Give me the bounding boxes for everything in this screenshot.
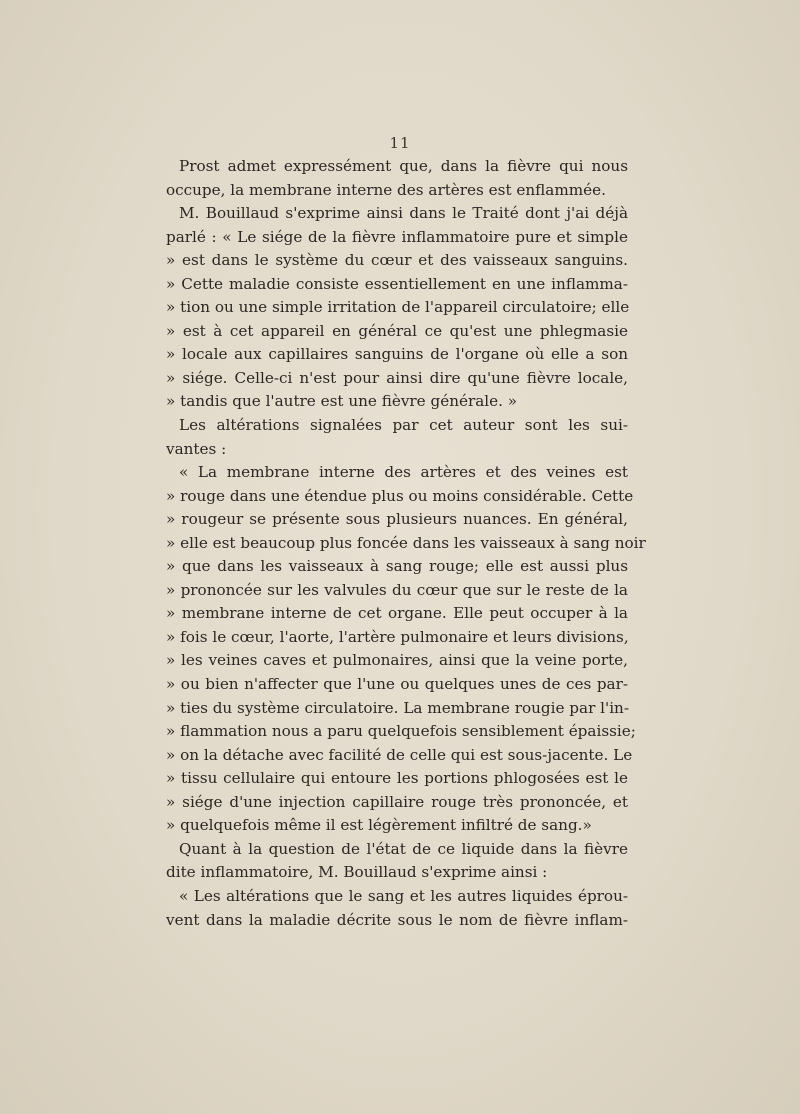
text-line: occupe, la membrane interne des artères est enflammée. xyxy=(166,180,606,199)
text-line: » que dans les vaisseaux à sang rouge; elle est aussi plus xyxy=(166,557,628,576)
text-line: vantes : xyxy=(166,439,227,458)
text-line: » ties du système circulatoire. La membrane rougie par l'in- xyxy=(166,698,629,717)
text-line: » est à cet appareil en général ce qu'est une phlegmasie xyxy=(166,321,628,340)
text-line: » est dans le système du cœur et des vaisseaux sanguins. xyxy=(166,251,628,270)
text-line: parlé : « Le siége de la fièvre inflammatoire pure et simple xyxy=(166,227,628,246)
text-line: « La membrane interne des artères et des veines est xyxy=(179,463,628,482)
text-line: » Cette maladie consiste essentiellement en une inflamma- xyxy=(166,274,628,293)
text-line: » siége. Celle-ci n'est pour ainsi dire qu'une fièvre locale, xyxy=(166,368,628,387)
text-line: » flammation nous a paru quelquefois sensiblement épaissie; xyxy=(166,722,636,741)
text-line: Les altérations signalées par cet auteur sont les sui- xyxy=(179,416,628,435)
text-line: » tissu cellulaire qui entoure les portions phlogosées est le xyxy=(166,769,628,788)
text-line: » rouge dans une étendue plus ou moins considérable. Cette xyxy=(166,486,634,505)
text-line: » on la détache avec facilité de celle qui est sous-jacente. Le xyxy=(166,745,633,764)
text-line: dite inflammatoire, M. Bouillaud s'exprime ainsi : xyxy=(166,863,548,882)
text-line: Prost admet expressément que, dans la fièvre qui nous xyxy=(179,157,628,175)
text-line: « Les altérations que le sang et les autres liquides éprou- xyxy=(179,886,628,905)
text-line: M. Bouillaud s'exprime ainsi dans le Traité dont j'ai déjà xyxy=(179,204,628,223)
text-line: » membrane interne de cet organe. Elle peut occuper à la xyxy=(166,604,628,623)
text-line: » ou bien n'affecter que l'une ou quelques unes de ces par- xyxy=(166,675,628,694)
text-line: » elle est beaucoup plus foncée dans les vaisseaux à sang noir xyxy=(166,533,646,552)
text-line: » tion ou une simple irritation de l'appareil circulatoire; elle xyxy=(166,298,630,317)
body-text xyxy=(166,155,646,932)
text-line: » prononcée sur les valvules du cœur que sur le reste de la xyxy=(166,580,628,599)
text-line: » siége d'une injection capillaire rouge très prononcée, et xyxy=(166,792,628,811)
text-line: » locale aux capillaires sanguins de l'organe où elle a son xyxy=(166,345,628,364)
text-line: » tandis que l'autre est une fièvre générale. » xyxy=(166,392,518,411)
text-line: » rougeur se présente sous plusieurs nuances. En général, xyxy=(166,510,628,529)
text-line: » fois le cœur, l'aorte, l'artère pulmonaire et leurs divisions, xyxy=(166,627,629,646)
text-line: » quelquefois même il est légèrement infiltré de sang.» xyxy=(166,816,592,835)
page-number: 11 xyxy=(389,134,411,152)
text-line: Quant à la question de l'état de ce liquide dans la fièvre xyxy=(179,839,628,858)
text-line: vent dans la maladie décrite sous le nom de fièvre inflam- xyxy=(166,910,628,929)
text-line: » les veines caves et pulmonaires, ainsi que la veine porte, xyxy=(166,651,628,670)
